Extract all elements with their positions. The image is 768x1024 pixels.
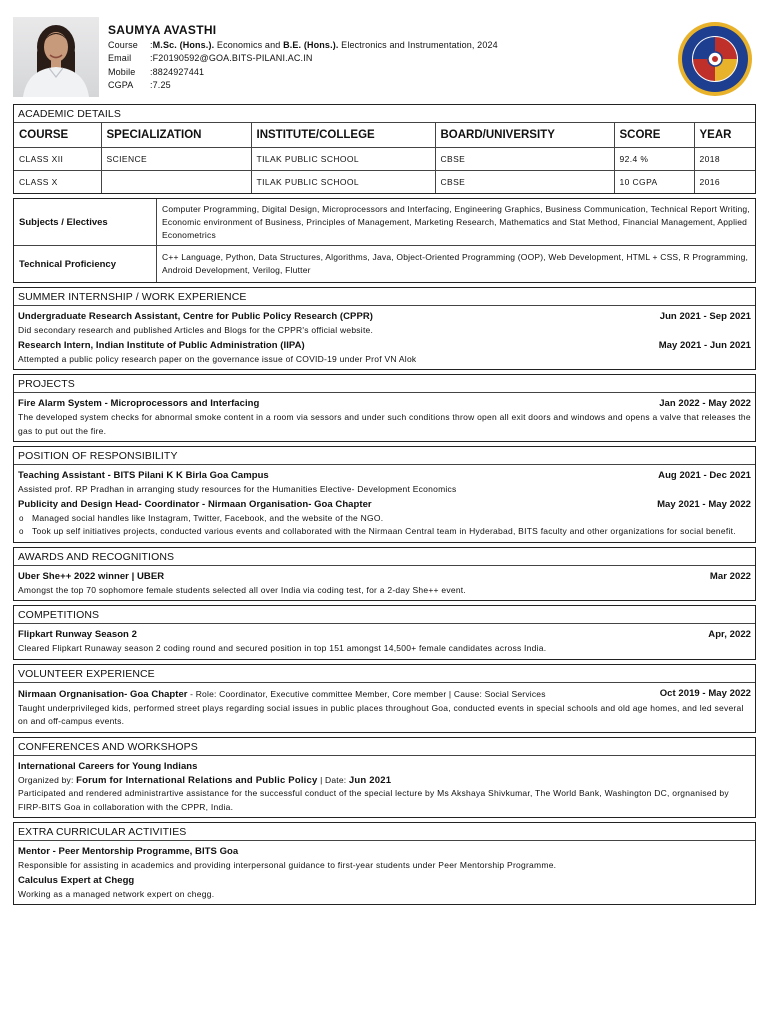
table-cell: 2018 — [694, 148, 755, 171]
table-cell — [101, 171, 251, 194]
mobile-row: Mobile :8824927441 — [108, 66, 498, 80]
competitions-title: COMPETITIONS — [14, 606, 755, 624]
course-value: :M.Sc. (Hons.). Economics and B.E. (Hons.). Electronics and Instrumentation, 2024 — [150, 39, 498, 50]
candidate-name: SAUMYA AVASTHI — [108, 23, 217, 37]
extracurricular-section — [13, 822, 756, 905]
course-label: Course — [108, 39, 138, 50]
item-role: Teaching Assistant - BITS Pilani K K Birla Goa Campus — [18, 470, 269, 481]
table-cell: 2016 — [694, 171, 755, 194]
table-cell: 10 CGPA — [614, 171, 694, 194]
item-desc: Attempted a public policy research paper on the governance issue of COVID-19 under Prof VN Alok — [18, 353, 417, 364]
list-item — [18, 339, 751, 367]
list-item — [18, 469, 751, 497]
org-label: Organized by: — [18, 774, 74, 785]
item-desc: Participated and rendered administrartive assistance for the successful conduct of the special lecture by Ms Akshaya Shivkumar, The World Bank, Washington DC, orgnanised by FIRP-BITS Goa in collaboration with the CPPR, India. — [18, 788, 729, 812]
table-row — [14, 246, 755, 283]
academic-section — [13, 104, 756, 194]
mobile-value: 8824927441 — [152, 66, 205, 77]
item-role: Calculus Expert at Chegg — [18, 874, 135, 886]
item-date: Mar 2022 — [709, 570, 751, 582]
resume-page — [13, 14, 756, 905]
item-date: Jan 2022 - May 2022 — [659, 398, 751, 409]
volunteer-title: VOLUNTEER EXPERIENCE — [14, 665, 755, 683]
course-mid-2: Electronics and Instrumentation, 2024 — [338, 39, 498, 50]
item-role: Flipkart Runway Season 2 — [18, 629, 137, 640]
profile-photo — [13, 17, 99, 97]
internship-title: SUMMER INTERNSHIP / WORK EXPERIENCE — [14, 288, 755, 306]
subjects-section — [13, 198, 756, 283]
technical-value: C++ Language, Python, Data Structures, Algorithms, Java, Object-Oriented Programming (OOP), Web Development, HTML + CSS, R Programming, Android Development, Verilog, Flutter — [157, 246, 756, 283]
item-role: Uber She++ 2022 winner | UBER — [18, 570, 165, 582]
projects-title: PROJECTS — [14, 375, 755, 393]
academic-table — [14, 123, 755, 193]
email-row: Email :F20190592@GOA.BITS-PILANI.AC.IN — [108, 52, 498, 66]
table-cell: CLASS X — [14, 171, 101, 194]
table-cell: SCIENCE — [101, 148, 251, 171]
item-role-extra: - Role: Coordinator, Executive committee Member, Core member | Cause: Social Services — [187, 688, 546, 699]
list-item — [18, 498, 751, 539]
conferences-section — [13, 737, 756, 819]
subjects-label: Subjects / Electives — [14, 199, 157, 246]
table-row — [14, 171, 755, 194]
list-item — [18, 687, 751, 729]
technical-label: Technical Proficiency — [14, 246, 157, 283]
bullet-item: o Managed social handles like Instagram, Twitter, Facebook, and the website of the NGO. — [32, 512, 751, 526]
item-desc: The developed system checks for abnormal smoke content in a room via sessors and under such conditions throw open all exit doors and windows and opens a valve that releases the gas to put out the fire. — [18, 412, 751, 436]
col-header-specialization: SPECIALIZATION — [101, 123, 251, 148]
item-date: Jun 2021 - Sep 2021 — [659, 311, 751, 322]
course-row — [108, 39, 498, 53]
list-item — [18, 397, 751, 438]
volunteer-section — [13, 664, 756, 733]
item-desc: Working as a managed network expert on chegg. — [18, 888, 215, 899]
table-cell: TILAK PUBLIC SCHOOL — [251, 148, 435, 171]
item-date: Aug 2021 - Dec 2021 — [658, 470, 751, 481]
awards-title: AWARDS AND RECOGNITIONS — [14, 548, 755, 566]
item-role: Nirmaan Orgnanisation- Goa Chapter — [18, 688, 188, 700]
list-item — [18, 874, 751, 902]
item-role: Undergraduate Research Assistant, Centre for Public Policy Research (CPPR) — [18, 311, 373, 322]
table-cell: TILAK PUBLIC SCHOOL — [251, 171, 435, 194]
item-role: International Careers for Young Indians — [18, 760, 198, 772]
item-role: Publicity and Design Head- Coordinator - Nirmaan Organisation- Goa Chapter — [18, 498, 372, 510]
item-date: May 2021 - Jun 2021 — [658, 339, 751, 351]
academic-header-row — [14, 123, 755, 148]
projects-section — [13, 374, 756, 442]
col-header-course: COURSE — [14, 123, 101, 148]
item-role: Research Intern, Indian Institute of Public Administration (IIPA) — [18, 339, 305, 351]
header — [13, 14, 756, 100]
email-value[interactable]: F20190592@GOA.BITS-PILANI.AC.IN — [152, 53, 313, 63]
list-item — [18, 570, 751, 598]
item-date: Apr, 2022 — [708, 629, 751, 640]
course-degree-1: M.Sc. (Hons.). — [152, 39, 215, 50]
course-mid-1: Economics and — [214, 39, 284, 50]
responsibility-title: POSITION OF RESPONSIBILITY — [14, 447, 755, 465]
col-header-board: BOARD/UNIVERSITY — [435, 123, 614, 148]
header-info — [108, 24, 498, 93]
table-cell: CBSE — [435, 171, 614, 194]
item-role: Fire Alarm System - Microprocessors and Interfacing — [18, 398, 260, 409]
item-role: Mentor - Peer Mentorship Programme, BITS Goa — [18, 846, 239, 857]
mobile-label: Mobile — [108, 66, 136, 77]
list-item — [18, 845, 751, 873]
table-row — [14, 199, 755, 246]
item-desc: Responsible for assisting in academics and providing interpersonal guidance to first-year students under Peer Mentorship Programme. — [18, 860, 557, 870]
academic-title: ACADEMIC DETAILS — [14, 105, 755, 123]
extracurricular-title: EXTRA CURRICULAR ACTIVITIES — [14, 823, 755, 841]
competitions-section — [13, 605, 756, 660]
item-date: Oct 2019 - May 2022 — [659, 687, 751, 699]
item-desc: Taught underprivileged kids, performed street plays regarding social issues in public places throughout Goa, conducted events in special schools and old age homes, and led several on and off-campus events. — [18, 702, 744, 726]
org-name: Forum for International Relations and Public Policy — [76, 774, 318, 786]
cgpa-label: CGPA — [108, 80, 134, 90]
item-organizer — [18, 774, 751, 788]
table-cell: CBSE — [435, 148, 614, 171]
course-degree-2: B.E. (Hons.). — [283, 39, 339, 50]
col-header-institute: INSTITUTE/COLLEGE — [251, 123, 435, 148]
subjects-value: Computer Programming, Digital Design, Microprocessors and Interfacing, Engineering Graphics, Business Communication, Technical Report Writing, Economic environment of Business, Principles of Management, Marketing Research, Mathematics and Stat Method, Financial Management, Applied Econometrics — [157, 199, 756, 246]
email-label: Email — [108, 53, 132, 63]
col-header-score: SCORE — [614, 123, 694, 148]
col-header-year: YEAR — [694, 123, 755, 148]
item-desc: Assisted prof. RP Pradhan in arranging study resources for the Humanities Elective- Development Economics — [18, 484, 457, 494]
item-date: Jun 2021 — [348, 774, 392, 786]
item-desc: Did secondary research and published Articles and Blogs for the CPPR's official website. — [18, 325, 374, 335]
table-row — [14, 148, 755, 171]
responsibility-section — [13, 446, 756, 543]
conferences-title: CONFERENCES AND WORKSHOPS — [14, 738, 755, 756]
cgpa-value: 7.25 — [152, 80, 171, 90]
item-desc: Amongst the top 70 sophomore female students selected all over India via coding test, for a 2-day She++ event. — [18, 584, 467, 595]
university-logo-icon — [676, 20, 754, 98]
item-date: May 2021 - May 2022 — [657, 498, 751, 510]
subjects-table — [14, 199, 755, 282]
bullet-item: o Took up self initiatives projects, conducted various events and collaborated with the Nirmaan Central team in Hyderabad, BITS faculty and other organizations for social benefit. — [32, 525, 751, 539]
list-item — [18, 760, 751, 815]
awards-section — [13, 547, 756, 602]
item-desc: Cleared Flipkart Runaway season 2 coding round and secured position in top 151 amongst 14,500+ female candidates across India. — [18, 643, 547, 653]
table-cell: 92.4 % — [614, 148, 694, 171]
bullet-list — [18, 512, 751, 539]
table-cell: CLASS XII — [14, 148, 101, 171]
cgpa-row: CGPA :7.25 — [108, 79, 498, 93]
internship-section — [13, 287, 756, 370]
list-item — [18, 628, 751, 656]
date-label: | Date: — [320, 774, 347, 785]
list-item — [18, 310, 751, 338]
